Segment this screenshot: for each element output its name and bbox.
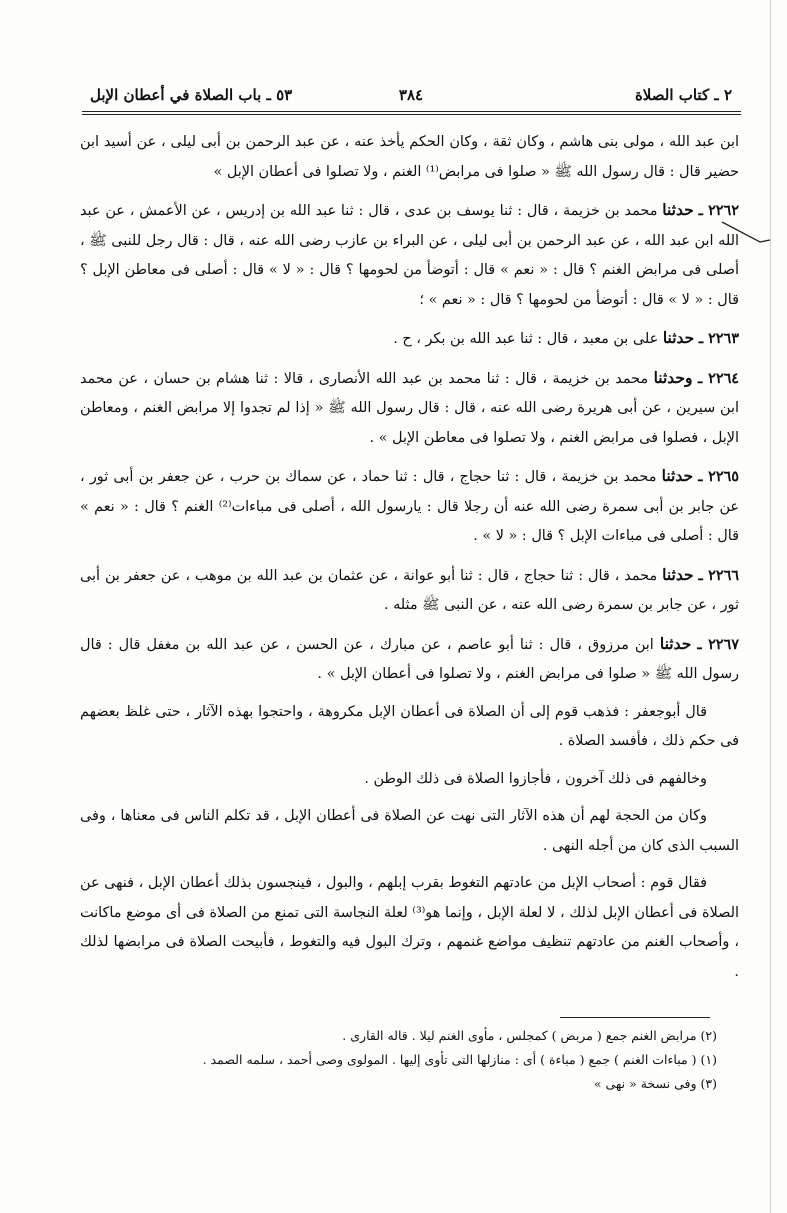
paragraph-text: محمد بن خزيمة ، قال : ثنا محمد بن عبد الله الأنصارى ، قالا : ثنا هشام بن حسان ، عن محمد ابن سيرين ، عن أبى هريرة رضى الله عنه ، قال : قال رسول الله ﷺ « إذا لم تجدوا إلا مرابض الغنم ، ومعاطن الإبل ، فصلوا فى مرابض الغنم ، ولا تصلوا فى معاطن الإبل » . (80, 370, 739, 446)
commentary-paragraph (80, 869, 739, 987)
header-rule (82, 111, 741, 112)
hadith-keyword: وحدثنا (653, 367, 693, 387)
footnote: (٣) وفى نسخة « نهى » (593, 1076, 717, 1091)
header-chapter-title: ٥٣ ـ باب الصلاة في أعطان الإبل (90, 86, 293, 104)
header-rule-double (82, 114, 741, 115)
hadith-2267 (80, 629, 739, 690)
footnote-separator (560, 1017, 710, 1018)
header-book-title: ٢ ـ كتاب الصلاة (634, 86, 732, 104)
hadith-keyword: حدثنا (661, 466, 694, 485)
paragraph-text: وخالفهم فى ذلك آخرون ، فأجازوا الصلاة فى ذلك الوطن . (364, 770, 707, 787)
paragraph-text: محمد بن خزيمة ، قال : ثنا يوسف بن عدى ، قال : ثنا عبد الله بن إدريس ، عن الأعمش ، عن عبد الله ابن عبد الله ، عن عبد الرحمن بن أبى ليلى ، عن البراء بن عازب رضى الله عنه ، قال : قال رجل للنبى ﷺ ، أصلى فى مرابض الغنم ؟ قال : « نعم » قال : أتوضأ من لحومها ؟ قال : « لا » قال : أصلى فى معاطن الإبل ؟ قال : « لا » قال : أتوضأ من لحومها ؟ قال : « نعم » ؛ (80, 203, 739, 308)
footnotes (120, 1024, 717, 1096)
footnote: (١) ( مباءات الغنم ) جمع ( مباءة ) أى : منازلها التى تأوى إليها . المولوى وصى أحمد ، سلمه الصمد . (202, 1052, 717, 1067)
hadith-number: ٢٢٦٥ ـ (698, 468, 740, 485)
commentary-paragraph (80, 765, 739, 795)
hadith-number: ٢٢٦٦ ـ (698, 566, 740, 584)
hadith-2262 (80, 195, 739, 315)
paragraph-text: وكان من الحجة لهم أن هذه الآثار التى نهت عن الصلاة فى أعطان الإبل ، قد تكلم الناس فى معناها ، وفى السبب الذى كان من أجله النهى . (80, 808, 739, 854)
commentary-paragraph (80, 698, 739, 757)
main-text (80, 128, 739, 995)
footnote: (٢) مرابض الغنم جمع ( مربض ) كمجلس ، مأوى الغنم ليلا . قاله القارى . (342, 1028, 717, 1043)
paragraph-text: على بن معبد ، قال : ثنا عبد الله بن بكر ، ح . (393, 331, 659, 347)
paragraph-text: محمد بن خزيمة ، قال : ثنا حجاج ، قال : ثنا حماد ، عن سماك بن حرب ، عن جعفر بن أبى ثور ، عن جابر بن أبى سمرة رضى الله عنه أن رجلا قال : يارسول الله ، أصلى فى مباءات⁽²⁾ الغنم ؟ قال : « نعم » قال : أصلى فى مباءات الإبل ؟ قال : « لا » . (80, 469, 739, 544)
hadith-number: ٢٢٦٢ ـ (698, 202, 739, 219)
paragraph-text: فقال قوم : أصحاب الإبل من عادتهم التغوط بقرب إبلهم ، والبول ، فينجسون بذلك أعطان الإبل ، فنهى عن الصلاة فى أعطان الإبل لذلك ، لا لعلة الإبل ، وإنما هو⁽³⁾ لعلة النجاسة التى تمنع من الصلاة فى أى موضع ماكانت ، وأصحاب الغنم من عادتهم تنظيف مواضع غنمهم ، وترك البول فيه والتغوط ، فأبيحت الصلاة فى مرابضها لذلك . (80, 875, 739, 980)
hadith-number: ٢٢٦٣ ـ (698, 330, 739, 347)
hadith-2266 (80, 560, 739, 621)
paragraph-text: محمد ، قال : ثنا حجاج ، قال : ثنا أبو عوانة ، عن عثمان بن عبد الله بن موهب ، عن جعفر بن أبى ثور ، عن جابر بن سمرة رضى الله عنه ، عن النبى ﷺ مثله . (80, 567, 739, 613)
hadith-keyword: حدثنا (662, 564, 694, 584)
hadith-2265 (80, 461, 739, 552)
paragraph-isnad-intro (80, 128, 739, 187)
page-edge-line (770, 0, 771, 1213)
hadith-keyword: حدثنا (659, 633, 692, 653)
running-header (80, 82, 742, 112)
hadith-keyword: حدثنا (662, 328, 695, 347)
paragraph-text: قال أبوجعفر : فذهب قوم إلى أن الصلاة فى أعطان الإبل مكروهة ، واحتجوا بهذه الآثار ، حتى غلظ بعضهم فى حكم ذلك ، فأفسد الصلاة . (80, 703, 739, 749)
paragraph-text: ابن مرزوق ، قال : ثنا أبو عاصم ، عن مبارك ، عن الحسن ، عن عبد الله بن مغفل قال : قال رسول الله ﷺ « صلوا فى مرابض الغنم ، ولا تصلوا فى أعطان الإبل » . (80, 636, 739, 682)
hadith-2264 (80, 363, 739, 454)
commentary-paragraph (80, 802, 739, 861)
page-number: ٣٨٤ (398, 86, 424, 104)
paragraph-text: ابن عبد الله ، مولى بنى هاشم ، وكان ثقة ، وكان الحكم يأخذ عنه ، عن عبد الرحمن بن أبى ليلى ، عن أسيد ابن حضير قال : قال رسول الله ﷺ « صلوا فى مرابض⁽¹⁾ الغنم ، ولا تصلوا فى أعطان الإبل » (80, 134, 739, 180)
hadith-number: ٢٢٦٧ ـ (697, 635, 739, 653)
hadith-number: ٢٢٦٤ ـ (697, 369, 740, 387)
hadith-2263 (80, 323, 739, 355)
hadith-keyword: حدثنا (662, 200, 694, 219)
